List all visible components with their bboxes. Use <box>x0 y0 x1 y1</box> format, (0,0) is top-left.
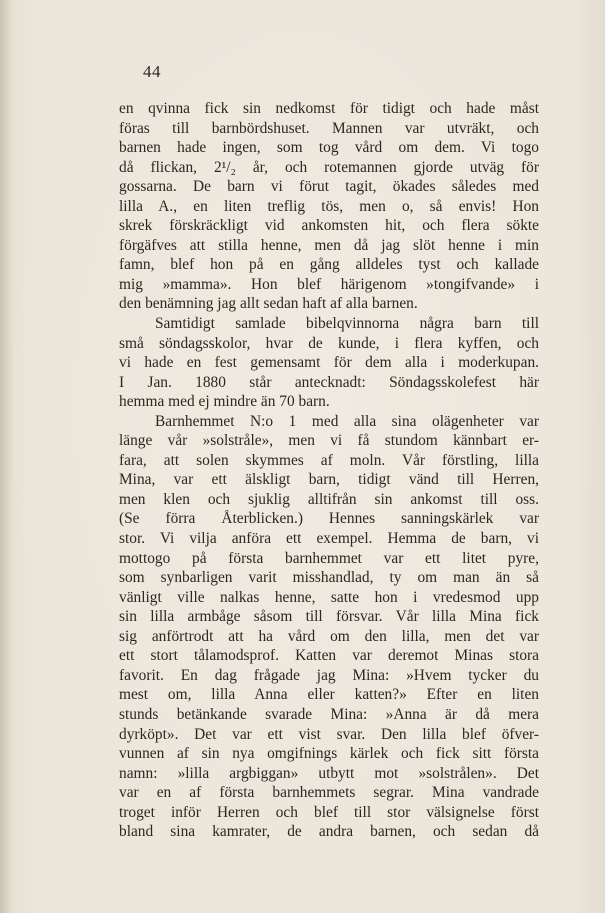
text-line: ett stort tålamodsprof. Katten var deremot Minas stora <box>119 647 539 665</box>
text-line: stunds betänkande svarade Mina: »Anna är då mera <box>119 705 539 723</box>
text-line: sin lilla armbåge såsom till försvar. Vår lilla Mina fick <box>119 608 539 626</box>
text-line: Mina, var ett älskligt barn, tidigt vänd till Herren, <box>119 471 539 489</box>
text-line: förgäfves att stilla henne, men då jag slöt henne i min <box>119 236 539 254</box>
text-line: hemma med ej mindre än 70 barn. <box>119 393 330 411</box>
text-line: vänligt ville nalkas henne, satte hon i vredesmod upp <box>119 588 539 606</box>
text-line: namn: »lilla argbiggan» utbytt mot »solstrålen». Det <box>119 764 539 782</box>
text-line: famn, blef hon på en gång alldeles tyst och kallade <box>119 256 539 274</box>
text-line: en qvinna fick sin nedkomst för tidigt och hade måst <box>119 100 539 117</box>
text-line: mottogo på första barnhemmet var ett litet pyre, <box>119 549 539 567</box>
text-line: barnen hade ingen, som tog vård om dem. Vi togo <box>119 139 539 157</box>
text-line: länge vår »solstråle», men vi få stundom kännbart er- <box>119 432 539 450</box>
page-binding-edge <box>0 0 14 913</box>
text-line: Barnhemmet N:o 1 med alla sina olägenheter var <box>155 412 539 430</box>
text-line: dyrköpt». Det var ett vist svar. Den lilla blef öfver- <box>119 725 539 743</box>
text-line: då flickan, 2¹/₂ år, och rotemannen gjorde utväg för <box>119 158 539 176</box>
text-line: Samtidigt samlade bibelqvinnorna några barn till <box>155 315 539 333</box>
text-line: favorit. En dag frågade jag Mina: »Hvem tycker du <box>119 666 539 684</box>
text-line: föras till barnbördshuset. Mannen var utvräkt, och <box>119 119 539 137</box>
text-line: mest om, lilla Anna eller katten?» Efter en liten <box>119 686 539 704</box>
text-line: bland sina kamrater, de andra barnen, och sedan då <box>119 823 539 841</box>
text-line: I Jan. 1880 står antecknadt: Söndagsskolefest här <box>119 373 539 391</box>
text-line: skrek förskräckligt vid ankomsten hit, och flera sökte <box>119 217 539 235</box>
text-line: vunnen af sin nya omgifnings kärlek och fick sitt första <box>119 745 539 763</box>
text-line: som synbarligen varit misshandlad, ty om man än så <box>119 569 539 587</box>
text-line: stor. Vi vilja anföra ett exempel. Hemma de barn, vi <box>119 530 539 548</box>
text-line: små söndagsskolor, hvar de kunde, i flera kyffen, och <box>119 334 539 352</box>
text-line: vi hade en fest gemensamt för dem alla i moderkupan. <box>119 354 539 372</box>
text-line: mig »mamma». Hon blef härigenom »tongifvande» i <box>119 275 539 293</box>
text-line: lilla A., en liten treflig tös, men o, så envis! Hon <box>119 197 539 215</box>
text-line: var en af första barnhemmets segrar. Mina vandrade <box>119 784 539 802</box>
text-line: sig anförtrodt att ha vård om den lilla, men det var <box>119 627 539 645</box>
body-text <box>119 99 539 842</box>
text-line: men klen och sjuklig alltifrån sin ankomst till oss. <box>119 490 539 508</box>
text-line: troget inför Herren och blef till stor välsignelse först <box>119 803 539 821</box>
text-line: fara, att solen skymmes af moln. Vår förstling, lilla <box>119 451 539 469</box>
text-line: (Se förra Återblicken.) Hennes sanningskärlek var <box>119 510 539 528</box>
text-line: gossarna. De barn vi förut tagit, ökades således med <box>119 178 539 196</box>
page-number: 44 <box>143 62 161 81</box>
text-line: den benämning jag allt sedan haft af alla barnen. <box>119 295 418 313</box>
